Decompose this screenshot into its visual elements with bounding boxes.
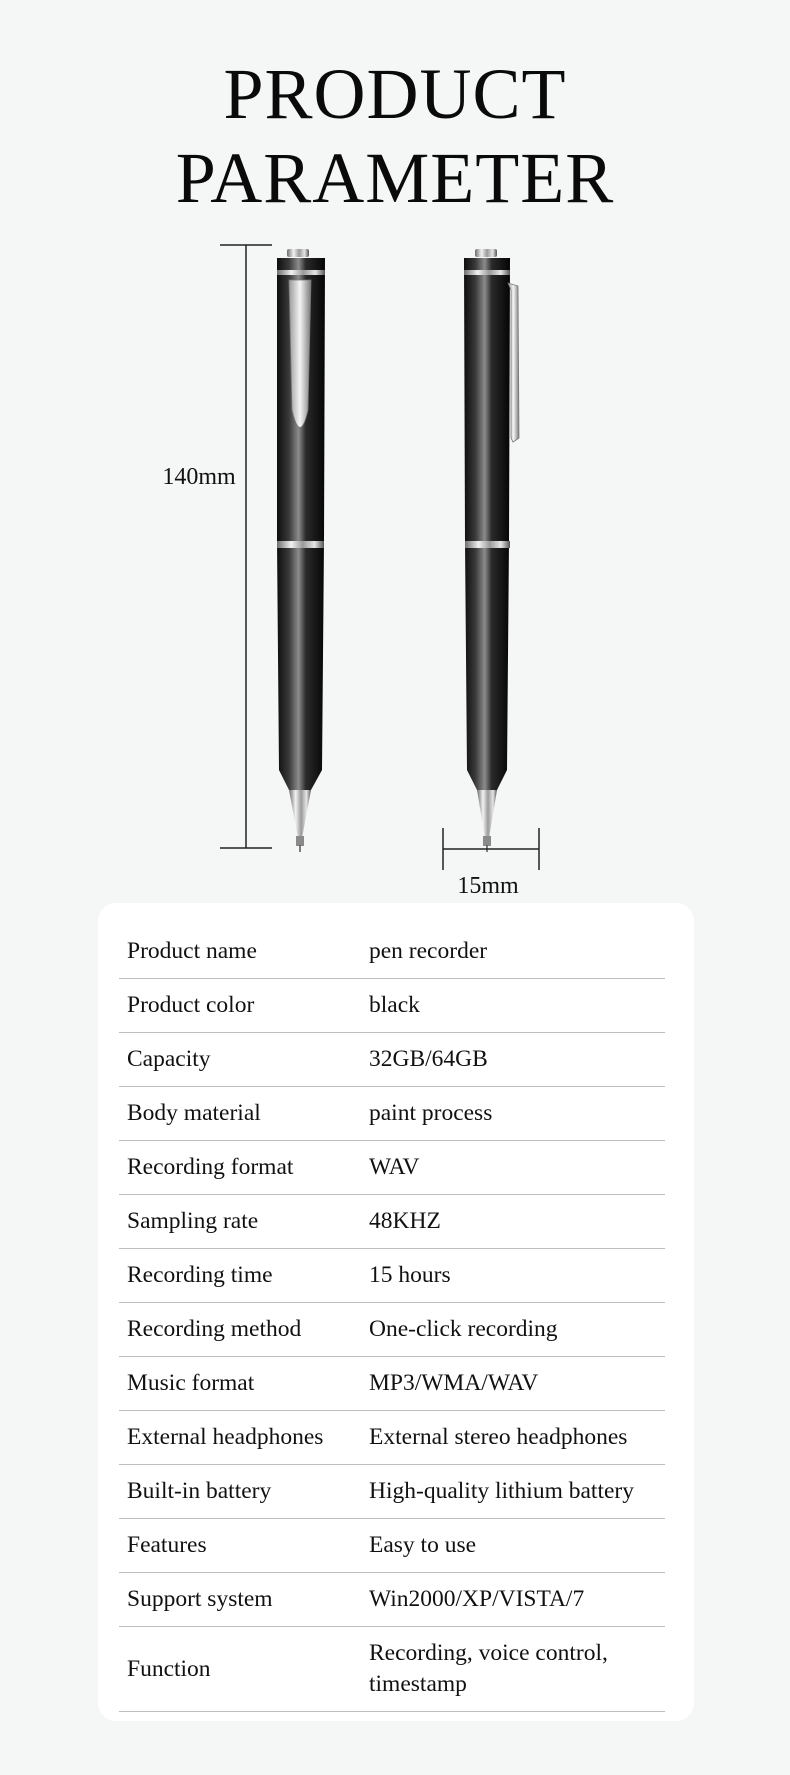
parameter-label: Body material — [119, 1087, 365, 1141]
parameter-value: 32GB/64GB — [365, 1033, 665, 1087]
parameter-value: One-click recording — [365, 1303, 665, 1357]
length-label: 140mm — [162, 464, 236, 490]
parameter-table — [119, 925, 665, 1712]
parameter-value: WAV — [365, 1141, 665, 1195]
table-row — [119, 1195, 665, 1249]
parameter-label: Product name — [119, 925, 365, 979]
table-row — [119, 1249, 665, 1303]
table-row — [119, 1519, 665, 1573]
table-row — [119, 1303, 665, 1357]
length-dimension — [162, 245, 272, 848]
parameter-value: paint process — [365, 1087, 665, 1141]
parameter-value: pen recorder — [365, 925, 665, 979]
parameter-label: External headphones — [119, 1411, 365, 1465]
parameter-label: Function — [119, 1627, 365, 1712]
pen-illustration — [0, 235, 790, 905]
parameter-value: Win2000/XP/VISTA/7 — [365, 1573, 665, 1627]
table-row — [119, 925, 665, 979]
parameter-label: Recording method — [119, 1303, 365, 1357]
table-row — [119, 1087, 665, 1141]
table-row — [119, 1573, 665, 1627]
parameter-label: Capacity — [119, 1033, 365, 1087]
parameter-value: Easy to use — [365, 1519, 665, 1573]
parameter-value: Recording, voice control, timestamp — [365, 1627, 665, 1712]
table-row — [119, 1141, 665, 1195]
pen-front-view — [277, 249, 325, 852]
parameter-label: Music format — [119, 1357, 365, 1411]
diameter-label: 15mm — [457, 873, 519, 899]
parameter-value: High-quality lithium battery — [365, 1465, 665, 1519]
parameter-label: Built-in battery — [119, 1465, 365, 1519]
parameter-label: Sampling rate — [119, 1195, 365, 1249]
parameter-label: Product color — [119, 979, 365, 1033]
parameter-value: 15 hours — [365, 1249, 665, 1303]
parameter-card — [98, 903, 694, 1721]
table-row — [119, 1357, 665, 1411]
parameter-label: Features — [119, 1519, 365, 1573]
parameter-value: 48KHZ — [365, 1195, 665, 1249]
parameter-label: Recording time — [119, 1249, 365, 1303]
page-title — [0, 52, 790, 220]
parameter-value: MP3/WMA/WAV — [365, 1357, 665, 1411]
pen-side-view — [464, 249, 519, 852]
table-row — [119, 1627, 665, 1712]
title-line-1: PRODUCT — [223, 54, 567, 134]
parameter-label: Support system — [119, 1573, 365, 1627]
parameter-value: black — [365, 979, 665, 1033]
title-line-2: PARAMETER — [175, 138, 615, 218]
parameter-value: External stereo headphones — [365, 1411, 665, 1465]
table-row — [119, 1033, 665, 1087]
table-row — [119, 979, 665, 1033]
table-row — [119, 1465, 665, 1519]
table-row — [119, 1411, 665, 1465]
parameter-label: Recording format — [119, 1141, 365, 1195]
